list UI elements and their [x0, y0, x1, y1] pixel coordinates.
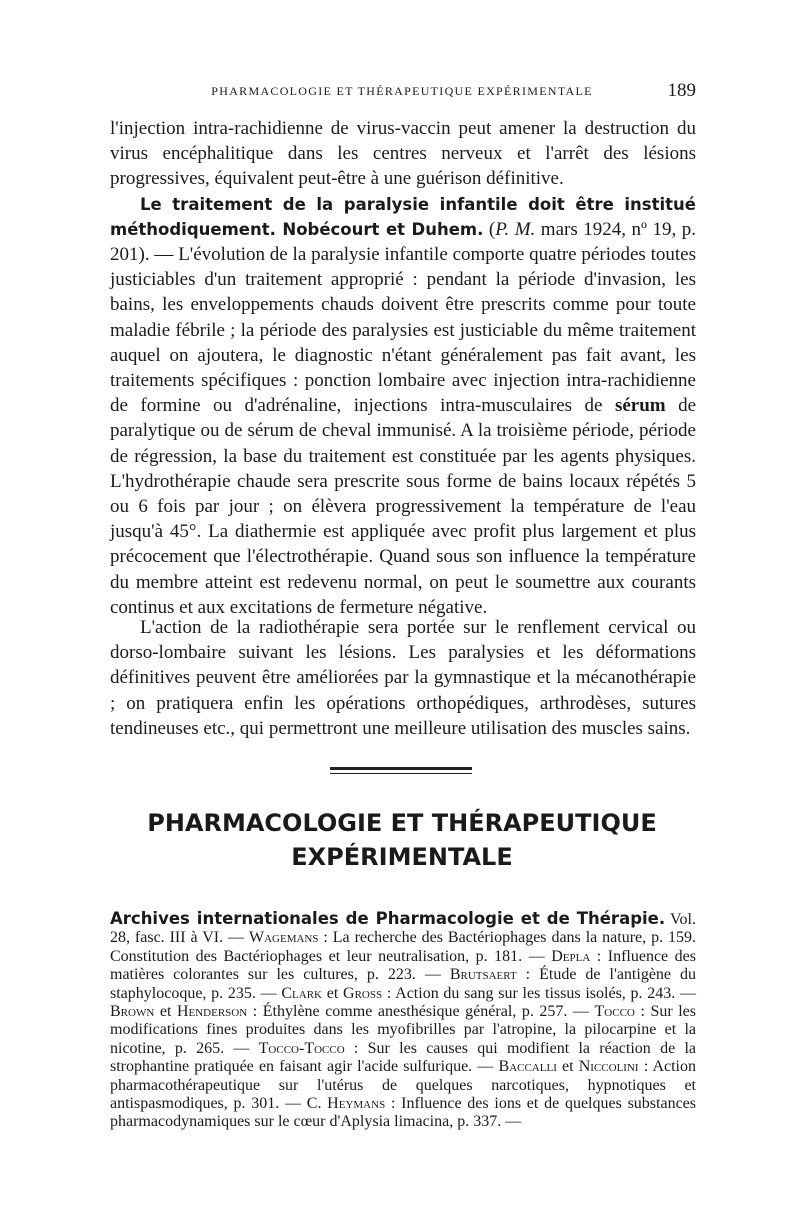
serum-word: sérum	[614, 395, 666, 417]
section-title-line-2: EXPÉRIMENTALE	[291, 843, 513, 871]
running-header	[108, 80, 696, 102]
journal-title: Archives internationales de Pharmacologie et de Thérapie.	[110, 909, 666, 928]
journal-volume: Vol. 28, fasc. III à VI. —	[110, 911, 696, 947]
entry-text: : Influence des ions et de quelques substances pharmacodynamiques sur le cœur d'Aplysia limacina, p. 337. —	[110, 1095, 696, 1131]
section-divider-thin	[330, 773, 472, 774]
author: Depla	[551, 947, 591, 965]
author: Brutsaert	[449, 966, 517, 984]
section-divider-thick	[330, 767, 472, 770]
paragraph-paralysie	[110, 192, 696, 620]
entry-text: et	[556, 1058, 579, 1076]
paragraph-continuation: l'injection intra-rachidienne de virus-vaccin peut amener la destruction du virus encéphalitique dans les centres nerveux et l'arrêt des lésions progressives, équivalent peut-être à une guérison définitive.	[110, 118, 696, 190]
citation-journal: P. M.	[495, 218, 536, 240]
entry-text: : Action pharmacothérapeutique sur l'utérus de quelques narcotiques, hypnotiques et antispasmodiques, p. 301. —	[110, 1058, 696, 1113]
author: C. Heymans	[306, 1095, 386, 1113]
bibliography-entry	[110, 910, 696, 1132]
paragraph-radiotherapie: L'action de la radiothérapie sera portée sur le renflement cervical ou dorso-lombaire suivant les lésions. Les paralysies et les déformations définitives peuvent être améliorées par la gymnastique et la mécanothérapie ; on pratiquera enfin les opérations orthopédiques, arthrodèses, sutures tendineuses etc., qui permettront une meilleure utilisation des muscles sains.	[110, 617, 696, 739]
author: Baccalli	[498, 1058, 557, 1076]
page-number: 189	[667, 80, 696, 101]
entry-text: : Sur les modifications fines produites dans les myofibrilles par l'atropine, la pilocarpine et la nicotine, p. 265. —	[110, 1003, 697, 1057]
paragraph-body: de paralytique ou de sérum de cheval immunisé. A la troisième période, période de régression, la base du traitement est constituée par les agents physiques. L'hydrothérapie chaude sera prescrite sous forme de bains locaux répétés 5 ou 6 fois par jour ; on élèvera progressivement la température de l'eau jusqu'à 45°. La diathermie est appliquée avec profit plus largement et plus précocement que l'électrothérapie. Quand sous son influence la température du membre atteint est redevenu normal, on peut le soumettre aux courants continus et aux excitations de fermeture négative.	[110, 395, 697, 618]
entry-text: : Sur les causes qui modifient la réaction de la strophantine pratiquée en faisant agir l'acide sulfurique. —	[110, 1039, 697, 1076]
paragraph-body: — L'évolution de la paralysie infantile comporte quatre périodes toutes justiciables d'un traitement approprié : pendant la période d'invasion, les bains, les enveloppements chauds doivent être prescrits comme pour toute maladie fébrile ; la période des paralysies est justiciable du même traitement auquel on ajoutera, le diagnostic n'étant généralement pas fait avant, les traitements spécifiques : ponction lombaire avec injection intra-rachidienne de formine ou d'adrénaline, injections intra-musculaires de	[110, 244, 696, 417]
article-text	[110, 116, 696, 620]
entry-text: : Action du sang sur les tissus isolés, p. 243. —	[382, 984, 697, 1002]
author: Tocco-Tocco	[258, 1039, 345, 1057]
author: Clark	[281, 984, 322, 1002]
entry-text: : Étude de l'antigène du staphylocoque, p. 235. —	[110, 966, 697, 1002]
citation-rest: mars 1924, nº 19, p. 201).	[110, 218, 696, 266]
author: Gross	[343, 984, 383, 1002]
entry-text: et	[322, 984, 344, 1002]
author: Tocco	[594, 1003, 635, 1021]
running-title: PHARMACOLOGIE ET THÉRAPEUTIQUE EXPÉRIMENTALE	[211, 84, 593, 98]
author: Brown	[110, 1003, 155, 1021]
entry-text: et	[154, 1003, 177, 1021]
entry-text: : Influence des matières colorantes sur les cultures, p. 223. —	[110, 947, 696, 984]
article-lead-title: Le traitement de la paralysie infantile doit être institué méthodiquement. Nobécourt et Duhem.	[110, 194, 696, 239]
entry-text: : La recherche des Bactériophages dans la nature, p. 159. Constitution des Bactériophages et leur neutralisation, p. 181. —	[110, 929, 697, 965]
author: Henderson	[176, 1003, 248, 1021]
author: Wagemans	[248, 929, 319, 947]
bibliography-paragraph	[110, 910, 696, 1132]
article-text-2	[110, 615, 696, 741]
section-title	[108, 806, 696, 874]
entry-text: : Éthylène comme anesthésique général, p. 257. —	[247, 1003, 595, 1021]
author: Niccolini	[578, 1058, 639, 1076]
section-title-line-1: PHARMACOLOGIE ET THÉRAPEUTIQUE	[147, 809, 657, 837]
citation-open: (	[483, 218, 496, 240]
